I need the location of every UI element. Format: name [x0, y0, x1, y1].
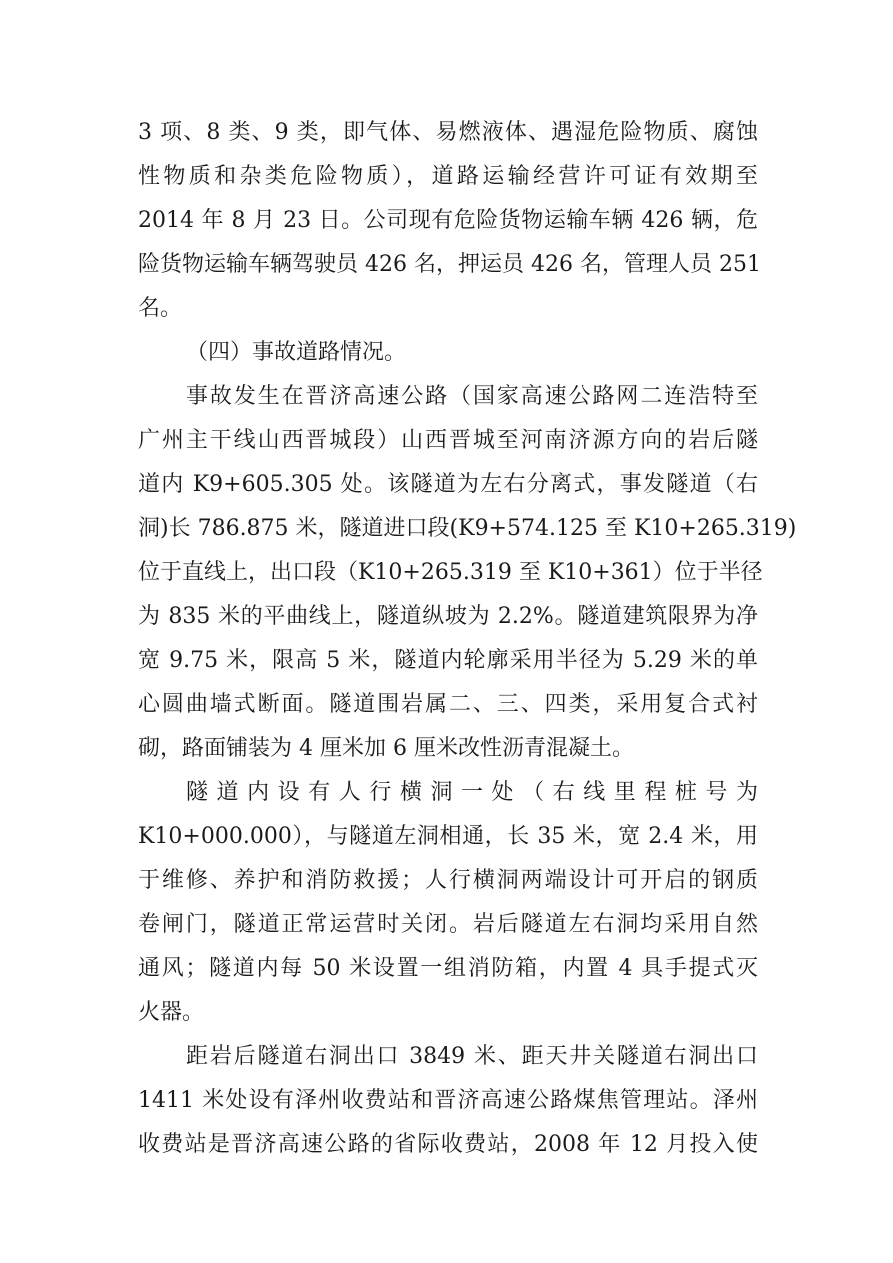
- text-line: 事故发生在晋济高速公路（国家高速公路网二连浩特至: [186, 384, 758, 409]
- text-line: 火器。: [138, 1000, 205, 1025]
- text-line: 通风；隧道内每 50 米设置一组消防箱，内置 4 具手提式灭: [138, 956, 758, 981]
- text-line: K10+000.000），与隧道左洞相通，长 35 米，宽 2.4 米，用: [138, 824, 758, 849]
- text-line: 1411 米处设有泽州收费站和晋济高速公路煤焦管理站。泽州: [138, 1088, 758, 1113]
- text-line: 名。: [138, 296, 183, 321]
- text-line: 3 项、8 类、9 类，即气体、易燃液体、遇湿危险物质、腐蚀: [138, 120, 758, 145]
- text-line: 性物质和杂类危险物质），道路运输经营许可证有效期至: [138, 164, 758, 189]
- text-line: 2014 年 8 月 23 日。公司现有危险货物运输车辆 426 辆，危: [138, 208, 758, 233]
- text-line: 心圆曲墙式断面。隧道围岩属二、三、四类，采用复合式衬: [138, 692, 758, 717]
- text-line: 道内 K9+605.305 处。该隧道为左右分离式，事发隧道（右: [138, 472, 758, 497]
- section-heading: （四）事故道路情况。: [186, 340, 407, 365]
- text-line: 为 835 米的平曲线上，隧道纵坡为 2.2%。隧道建筑限界为净: [138, 604, 758, 629]
- text-line: 于维修、养护和消防救援；人行横洞两端设计可开启的钢质: [138, 868, 758, 893]
- text-line: 隧道内设有人行横洞一处（右线里程桩号为: [186, 780, 758, 805]
- text-line: 收费站是晋济高速公路的省际收费站，2008 年 12 月投入使: [138, 1132, 758, 1157]
- text-line: 距岩后隧道右洞出口 3849 米、距天井关隧道右洞出口: [186, 1044, 758, 1069]
- text-line: 卷闸门，隧道正常运营时关闭。岩后隧道左右洞均采用自然: [138, 912, 758, 937]
- text-line: 险货物运输车辆驾驶员 426 名，押运员 426 名，管理人员 251: [138, 252, 761, 277]
- text-line: 砌，路面铺装为 4 厘米加 6 厘米改性沥青混凝土。: [138, 736, 634, 761]
- text-line: 洞)长 786.875 米，隧道进口段(K9+574.125 至 K10+265.319): [138, 516, 797, 541]
- text-line: 广州主干线山西晋城段）山西晋城至河南济源方向的岩后隧: [138, 428, 758, 453]
- text-line: 位于直线上，出口段（K10+265.319 至 K10+361）位于半径: [138, 560, 763, 585]
- text-line: 宽 9.75 米，限高 5 米，隧道内轮廓采用半径为 5.29 米的单: [138, 648, 758, 673]
